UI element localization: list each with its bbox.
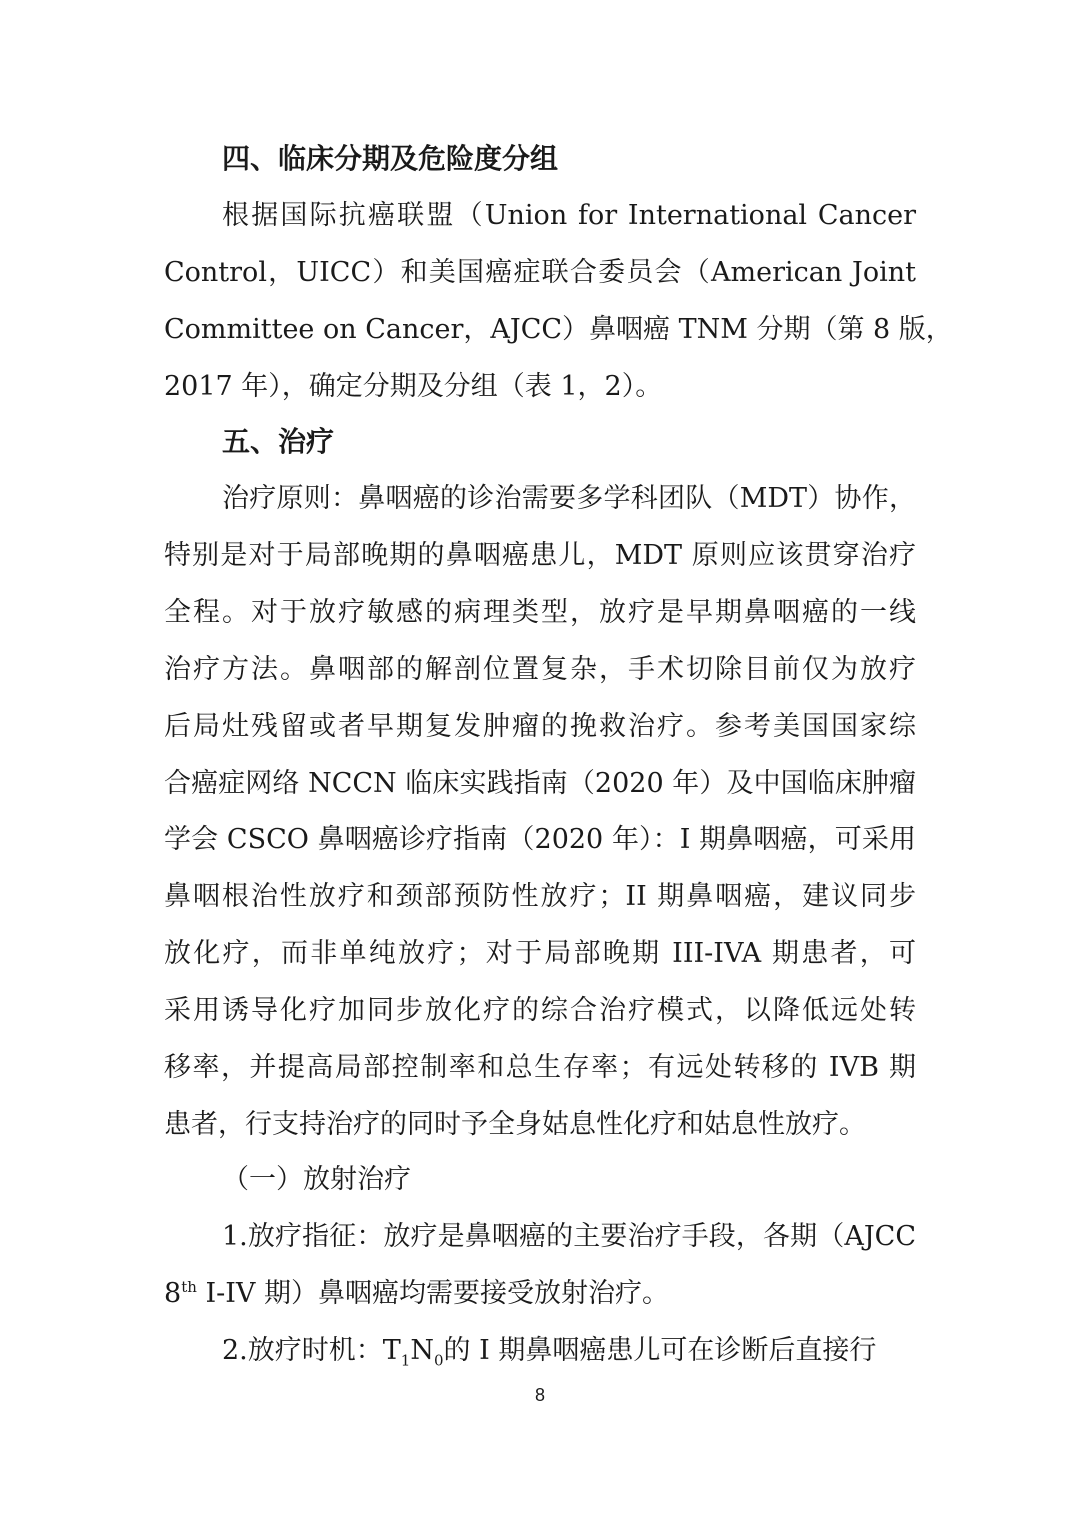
section-5-line-10: 采用诱导化疗加同步放化疗的综合治疗模式，以降低远处转 <box>164 995 916 1026</box>
item-1-line-1: 1.放疗指征：放疗是鼻咽癌的主要治疗手段，各期（AJCC <box>222 1221 916 1252</box>
item-2-line-1 <box>222 1333 916 1369</box>
item-2-prefix: 2.放疗时机：T <box>222 1335 401 1366</box>
section-5-line-11: 移率，并提高局部控制率和总生存率；有远处转移的 IVB 期 <box>164 1052 916 1083</box>
item-2-rest: 的 I 期鼻咽癌患儿可在诊断后直接行 <box>443 1335 877 1366</box>
section-4-line-3: Committee on Cancer，AJCC）鼻咽癌 TNM 分期（第 8 版， <box>164 314 953 345</box>
section-5-line-1: 治疗原则：鼻咽癌的诊治需要多学科团队（MDT）协作， <box>222 483 916 514</box>
n-letter: N <box>410 1335 434 1366</box>
item-1-line-2 <box>164 1276 916 1312</box>
item-1-line-2-text: I-IV 期）鼻咽癌均需要接受放射治疗。 <box>196 1278 670 1309</box>
section-4-line-4: 2017 年），确定分期及分组（表 1，2）。 <box>164 371 663 402</box>
section-5-line-12: 患者，行支持治疗的同时予全身姑息性化疗和姑息性放疗。 <box>164 1109 866 1140</box>
section-5-line-7: 学会 CSCO 鼻咽癌诊疗指南（2020 年）：I 期鼻咽癌，可采用 <box>164 824 916 855</box>
radiotherapy-subheading: （一）放射治疗 <box>222 1164 411 1195</box>
ajcc-edition-number: 8 <box>164 1278 182 1309</box>
section-5-heading: 五、治疗 <box>222 425 335 458</box>
section-5-line-4: 治疗方法。鼻咽部的解剖位置复杂，手术切除目前仅为放疗 <box>164 654 916 685</box>
section-5-line-8: 鼻咽根治性放疗和颈部预防性放疗；II 期鼻咽癌，建议同步 <box>164 881 916 912</box>
t-stage-subscript: 1 <box>400 1351 411 1370</box>
section-5-line-6: 合癌症网络 NCCN 临床实践指南（2020 年）及中国临床肿瘤 <box>164 768 916 799</box>
section-5-line-5: 后局灶残留或者早期复发肿瘤的挽救治疗。参考美国国家综 <box>164 711 916 742</box>
section-5-line-3: 全程。对于放疗敏感的病理类型，放疗是早期鼻咽癌的一线 <box>164 597 916 628</box>
section-4-line-2: Control，UICC）和美国癌症联合委员会（American Joint <box>164 257 916 288</box>
page-number: 8 <box>534 1385 545 1405</box>
n-stage-subscript: 0 <box>433 1351 444 1370</box>
section-4-heading: 四、临床分期及危险度分组 <box>222 142 559 175</box>
ajcc-edition-superscript: th <box>181 1278 197 1296</box>
section-5-line-9: 放化疗，而非单纯放疗；对于局部晚期 III-IVA 期患者，可 <box>164 938 916 969</box>
section-4-line-1: 根据国际抗癌联盟（Union for International Cancer <box>222 200 916 231</box>
section-5-line-2: 特别是对于局部晚期的鼻咽癌患儿，MDT 原则应该贯穿治疗 <box>164 540 916 571</box>
